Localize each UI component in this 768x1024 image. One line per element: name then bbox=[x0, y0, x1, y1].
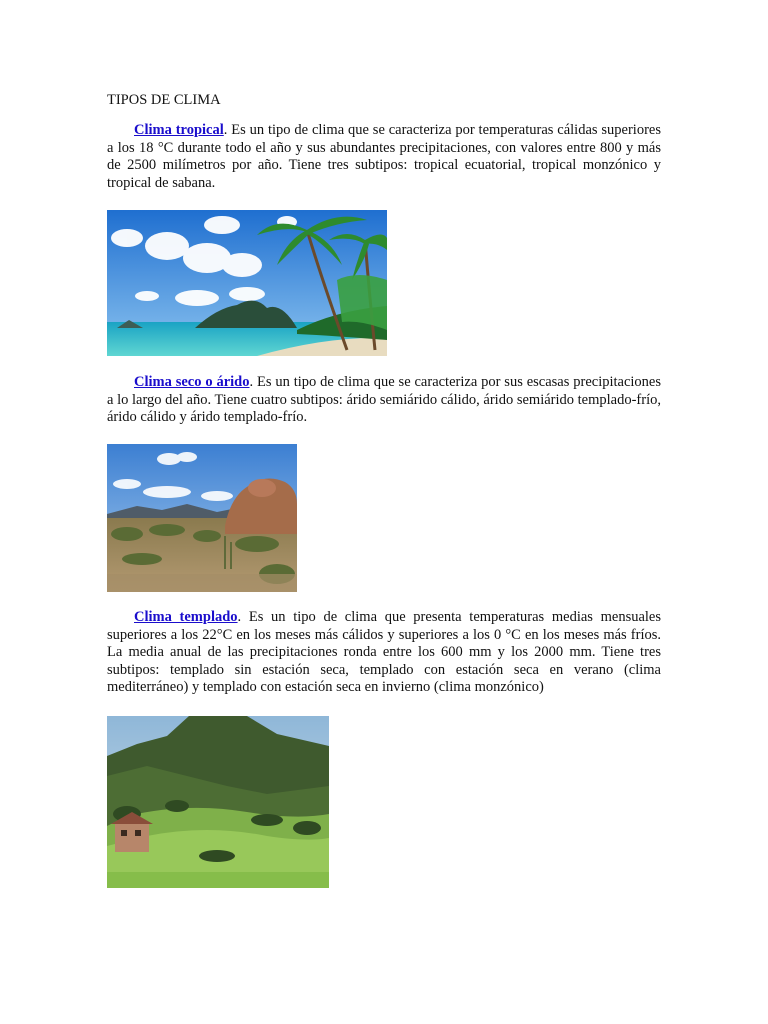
paragraph-tropical-text: . Es un tipo de clima que se caracteriza por temperaturas cálidas superiores a los 18 °C durante todo el año y sus abundantes precipitaciones, con valores entre 800 y más de 2500 milímetros por año. Tiene tres subtipos: tropical ecuatorial, tropical monzónico y tropical de sabana. bbox=[107, 122, 661, 191]
arid-desert-image bbox=[107, 444, 297, 592]
link-clima-tropical[interactable]: Clima tropical bbox=[134, 122, 224, 138]
paragraph-templado bbox=[107, 609, 661, 697]
link-clima-seco[interactable]: Clima seco o árido bbox=[134, 374, 250, 390]
paragraph-seco bbox=[107, 374, 661, 427]
paragraph-tropical bbox=[107, 122, 661, 192]
link-clima-templado[interactable]: Clima templado bbox=[134, 609, 238, 625]
temperate-valley-image bbox=[107, 716, 329, 888]
tropical-beach-image bbox=[107, 210, 387, 356]
paragraph-seco-text: . Es un tipo de clima que se caracteriza por sus escasas precipitaciones a lo largo del año. Tiene cuatro subtipos: árido semiárido cálido, árido semiárido templado-frío, árido cálido y árido templado-frío. bbox=[107, 374, 662, 426]
paragraph-templado-text: . Es un tipo de clima que presenta temperaturas medias mensuales superiores a los 22°C en los meses más cálidos y superiores a los 0 °C en los meses más fríos. La media anual de las precipitaciones ronda entre los 600 mm y los 2000 mm. Tiene tres subtipos: templado sin estación seca, templado con estación seca en verano (clima mediterráneo) y templado con estación seca en invierno (clima monzónico) bbox=[107, 609, 662, 696]
document-title: TIPOS DE CLIMA bbox=[107, 92, 221, 108]
